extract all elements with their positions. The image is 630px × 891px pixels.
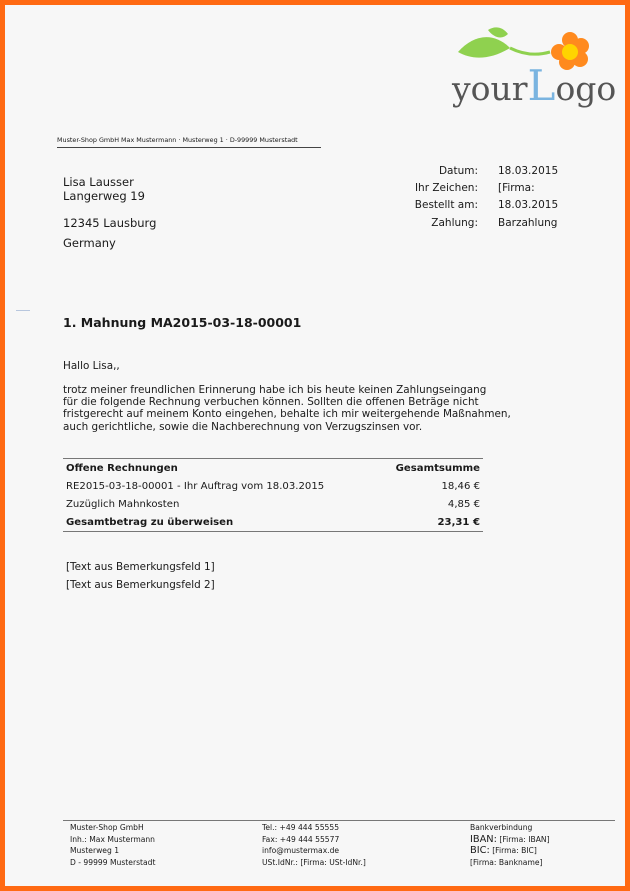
stem-icon xyxy=(510,48,550,54)
bic-label: BIC: xyxy=(470,845,490,857)
footer-email: info@mustermax.de xyxy=(262,846,340,856)
ordered-label: Bestellt am: xyxy=(414,199,478,211)
logo-text-part2: L xyxy=(527,61,556,110)
table-header-row xyxy=(63,459,483,478)
bic-value: [Firma: BIC] xyxy=(492,846,537,856)
footer-street: Musterweg 1 xyxy=(70,846,120,856)
body-line: für die folgende Rechnung verbuchen können. Sollten die offenen Beträge nicht xyxy=(63,396,479,408)
reference-label: Ihr Zeichen: xyxy=(414,182,478,194)
sender-line: Muster-Shop GmbH Max Mustermann · Musterweg 1 · D-99999 Musterstadt xyxy=(57,136,321,148)
footer-city: D - 99999 Musterstadt xyxy=(70,857,156,867)
leaf-icon xyxy=(458,37,510,57)
document-title: 1. Mahnung MA2015-03-18-00001 xyxy=(63,315,302,330)
footer-contact xyxy=(262,822,366,868)
remark-1: [Text aus Bemerkungsfeld 1] xyxy=(66,561,215,573)
table-row xyxy=(63,477,483,495)
remark-2: [Text aus Bemerkungsfeld 2] xyxy=(66,579,215,591)
greeting: Hallo Lisa,, xyxy=(63,360,120,372)
row-amount: 18,46 € xyxy=(441,480,480,492)
total-amount: 23,31 € xyxy=(437,516,480,528)
table-row xyxy=(63,495,483,513)
flower-icon xyxy=(551,32,589,70)
body-line: auch gerichtliche, sowie die Nachberechnung von Verzugszinsen vor. xyxy=(63,421,423,433)
ordered-value: 18.03.2015 xyxy=(498,199,559,211)
iban-label: IBAN: xyxy=(470,833,497,845)
column-header-total: Gesamtsumme xyxy=(395,462,480,474)
total-label: Gesamtbetrag zu überweisen xyxy=(66,516,234,528)
logo-text-part1: your xyxy=(452,69,528,108)
footer-phone: Tel.: +49 444 55555 xyxy=(262,823,340,832)
footer-owner: Inh.: Max Mustermann xyxy=(70,834,155,844)
footer-vat-id: USt.IdNr.: [Firma: USt-IdNr.] xyxy=(262,857,366,867)
footer-bank xyxy=(470,822,550,868)
footer-company xyxy=(70,822,155,868)
date-value: 18.03.2015 xyxy=(498,165,559,177)
payment-label: Zahlung: xyxy=(431,217,478,229)
footer-divider xyxy=(63,820,615,821)
recipient-street: Langerweg 19 xyxy=(63,189,145,203)
company-logo xyxy=(450,24,617,116)
open-invoices-table xyxy=(63,458,483,532)
footer-fax: Fax: +49 444 55577 xyxy=(262,834,340,844)
body-line: fristgerecht auf meinem Konto eingehen, behalte ich mir weitergehende Maßnahmen, xyxy=(63,408,511,420)
reference-value: [Firma: xyxy=(498,182,535,194)
row-label: RE2015-03-18-00001 - Ihr Auftrag vom 18.03.2015 xyxy=(66,480,325,492)
row-label: Zuzüglich Mahnkosten xyxy=(66,498,180,510)
logo-text-part3: ogo xyxy=(555,69,617,108)
iban-value: [Firma: IBAN] xyxy=(499,834,550,844)
leaf-icon xyxy=(488,27,508,37)
fold-mark xyxy=(16,310,30,311)
footer-bank-title: Bankverbindung xyxy=(470,823,533,832)
row-amount: 4,85 € xyxy=(447,498,480,510)
payment-value: Barzahlung xyxy=(498,217,558,229)
body-line: trotz meiner freundlichen Erinnerung habe ich bis heute keinen Zahlungseingang xyxy=(63,384,487,396)
footer-company-name: Muster-Shop GmbH xyxy=(70,823,144,832)
column-header-invoices: Offene Rechnungen xyxy=(66,462,178,474)
recipient-name: Lisa Lausser xyxy=(63,175,134,189)
svg-text:yourLogo xyxy=(451,61,616,110)
date-label: Datum: xyxy=(438,165,478,177)
footer-bank-name: [Firma: Bankname] xyxy=(470,857,543,867)
recipient-city: 12345 Lausburg xyxy=(63,216,157,230)
total-row xyxy=(63,513,483,532)
recipient-country: Germany xyxy=(63,236,116,250)
